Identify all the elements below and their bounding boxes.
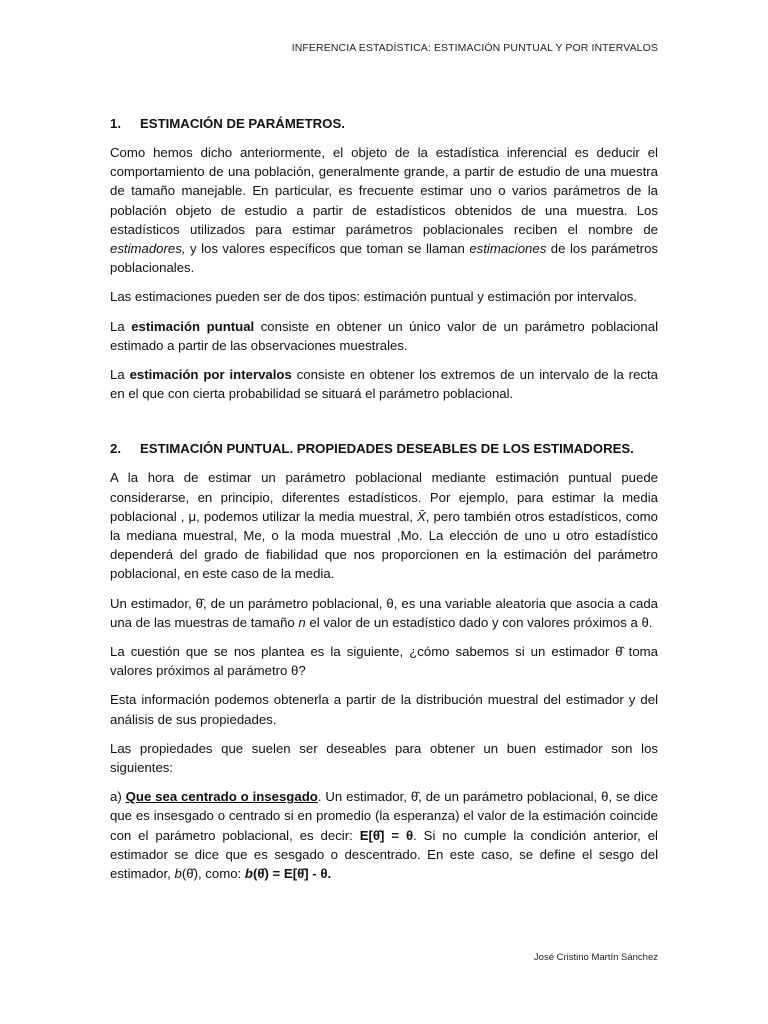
section-2-paragraph-2 — [110, 594, 658, 632]
section-spacer — [110, 413, 658, 439]
math-xbar: X̄ — [417, 508, 426, 524]
math-b: b — [174, 866, 182, 882]
property-title: Que sea centrado o insesgado — [125, 789, 318, 805]
section-2-paragraph-4: Esta información podemos obtenerla a partir de la distribución muestral del estimador y del análisis de sus propiedades. — [110, 692, 658, 727]
text-run: La — [110, 367, 130, 383]
list-marker: a) — [110, 789, 126, 805]
section-1-heading — [110, 114, 658, 133]
bias-equation — [245, 866, 331, 881]
page-footer-author: José Cristino Martín Sánchez — [533, 952, 658, 963]
section-1-number: 1. — [110, 116, 121, 131]
text-run: consiste en obtener los extremos de un intervalo de la recta en el que con cierta probabilidad se situará el parámetro poblacional. — [110, 367, 658, 402]
section-2-number: 2. — [110, 441, 121, 457]
unbiased-equation: E[θ̂] = θ — [359, 827, 414, 843]
text-run: y los valores específicos que toman se llaman — [185, 241, 470, 257]
section-1-paragraph-2: Las estimaciones pueden ser de dos tipos: estimación puntual y estimación por intervalos. — [110, 289, 638, 305]
text-run: de los parámetros poblacionales. — [110, 241, 659, 276]
text-run: (θ̂) = E[θ̂] - θ. — [252, 866, 332, 882]
page-body — [110, 114, 658, 893]
section-1-title: ESTIMACIÓN DE PARÁMETROS. — [140, 116, 345, 131]
section-2-paragraph-5: Las propiedades que suelen ser deseables para obtener un buen estimador son los siguientes: — [110, 740, 658, 776]
running-header: INFERENCIA ESTADÍSTICA: ESTIMACIÓN PUNTUAL Y POR INTERVALOS — [291, 42, 658, 54]
text-run: A la hora de estimar un parámetro poblacional mediante estimación puntual puede considerarse, en principio, diferentes estadísticos. Por ejemplo, para estimar la media poblacional , μ, podemos utilizar la media muestral, — [110, 470, 658, 524]
text-run: La — [110, 318, 132, 334]
text-run: (θ̂), como: — [181, 866, 245, 882]
text-run: , pero también otros estadísticos, como la mediana muestral, Me, o la moda muestral ,Mo. La elección de uno u otro estadístico dependerá del grado de fiabilidad que nos proporcionen en la estimación del parámetro poblacional, en este caso de la media. — [110, 508, 658, 582]
section-2-paragraph-6 — [110, 787, 658, 883]
section-1-paragraph-4 — [110, 365, 658, 403]
text-run: . Un estimador, θ̂, de un parámetro poblacional, θ, se dice que es insesgado o centrado si en promedio (la esperanza) el valor de la estimación coincide con el parámetro poblacional, es decir: — [110, 789, 659, 843]
text-run: Un estimador, θ̂, de un parámetro poblacional, θ, es una variable aleatoria que asocia a cada una de las muestras de tamaño — [110, 595, 658, 630]
bold-term: estimación puntual — [131, 318, 255, 334]
text-run: el valor de un estadístico dado y con valores próximos a θ. — [305, 614, 653, 630]
bold-term: estimación por intervalos — [129, 367, 292, 383]
section-2-paragraph-1 — [110, 468, 658, 583]
section-1-paragraph-3 — [110, 317, 658, 355]
section-1-paragraph-1 — [110, 143, 658, 277]
text-run: Como hemos dicho anteriormente, el objeto de la estadística inferencial es deducir el comportamiento de una población, generalmente grande, a partir de estudio de una muestra de tamaño manejable. En particular, es frecuente estimar uno o varios parámetros de la población objeto de estudio a partir de estadísticos obtenidos de una muestra. Los estadísticos utilizados para estimar parámetros poblacionales reciben el nombre de — [110, 145, 658, 237]
section-2-heading — [110, 439, 658, 458]
section-2-title: ESTIMACIÓN PUNTUAL. PROPIEDADES DESEABLES DE LOS ESTIMADORES. — [140, 441, 634, 457]
italic-term: estimaciones — [469, 241, 547, 257]
italic-term: estimadores, — [110, 241, 186, 257]
math-b: b — [244, 866, 253, 882]
italic-term: n — [298, 614, 306, 630]
text-run: consiste en obtener un único valor de un parámetro poblacional estimado a partir de las observaciones muestrales. — [110, 318, 658, 353]
text-run: . Si no cumple la condición anterior, el estimador se dice que es sesgado o descentrado. En este caso, se define el sesgo del estimador, — [110, 827, 658, 882]
section-2-paragraph-3: La cuestión que se nos plantea es la siguiente, ¿cómo sabemos si un estimador θ̂ toma valores próximos al parámetro θ? — [110, 644, 658, 679]
